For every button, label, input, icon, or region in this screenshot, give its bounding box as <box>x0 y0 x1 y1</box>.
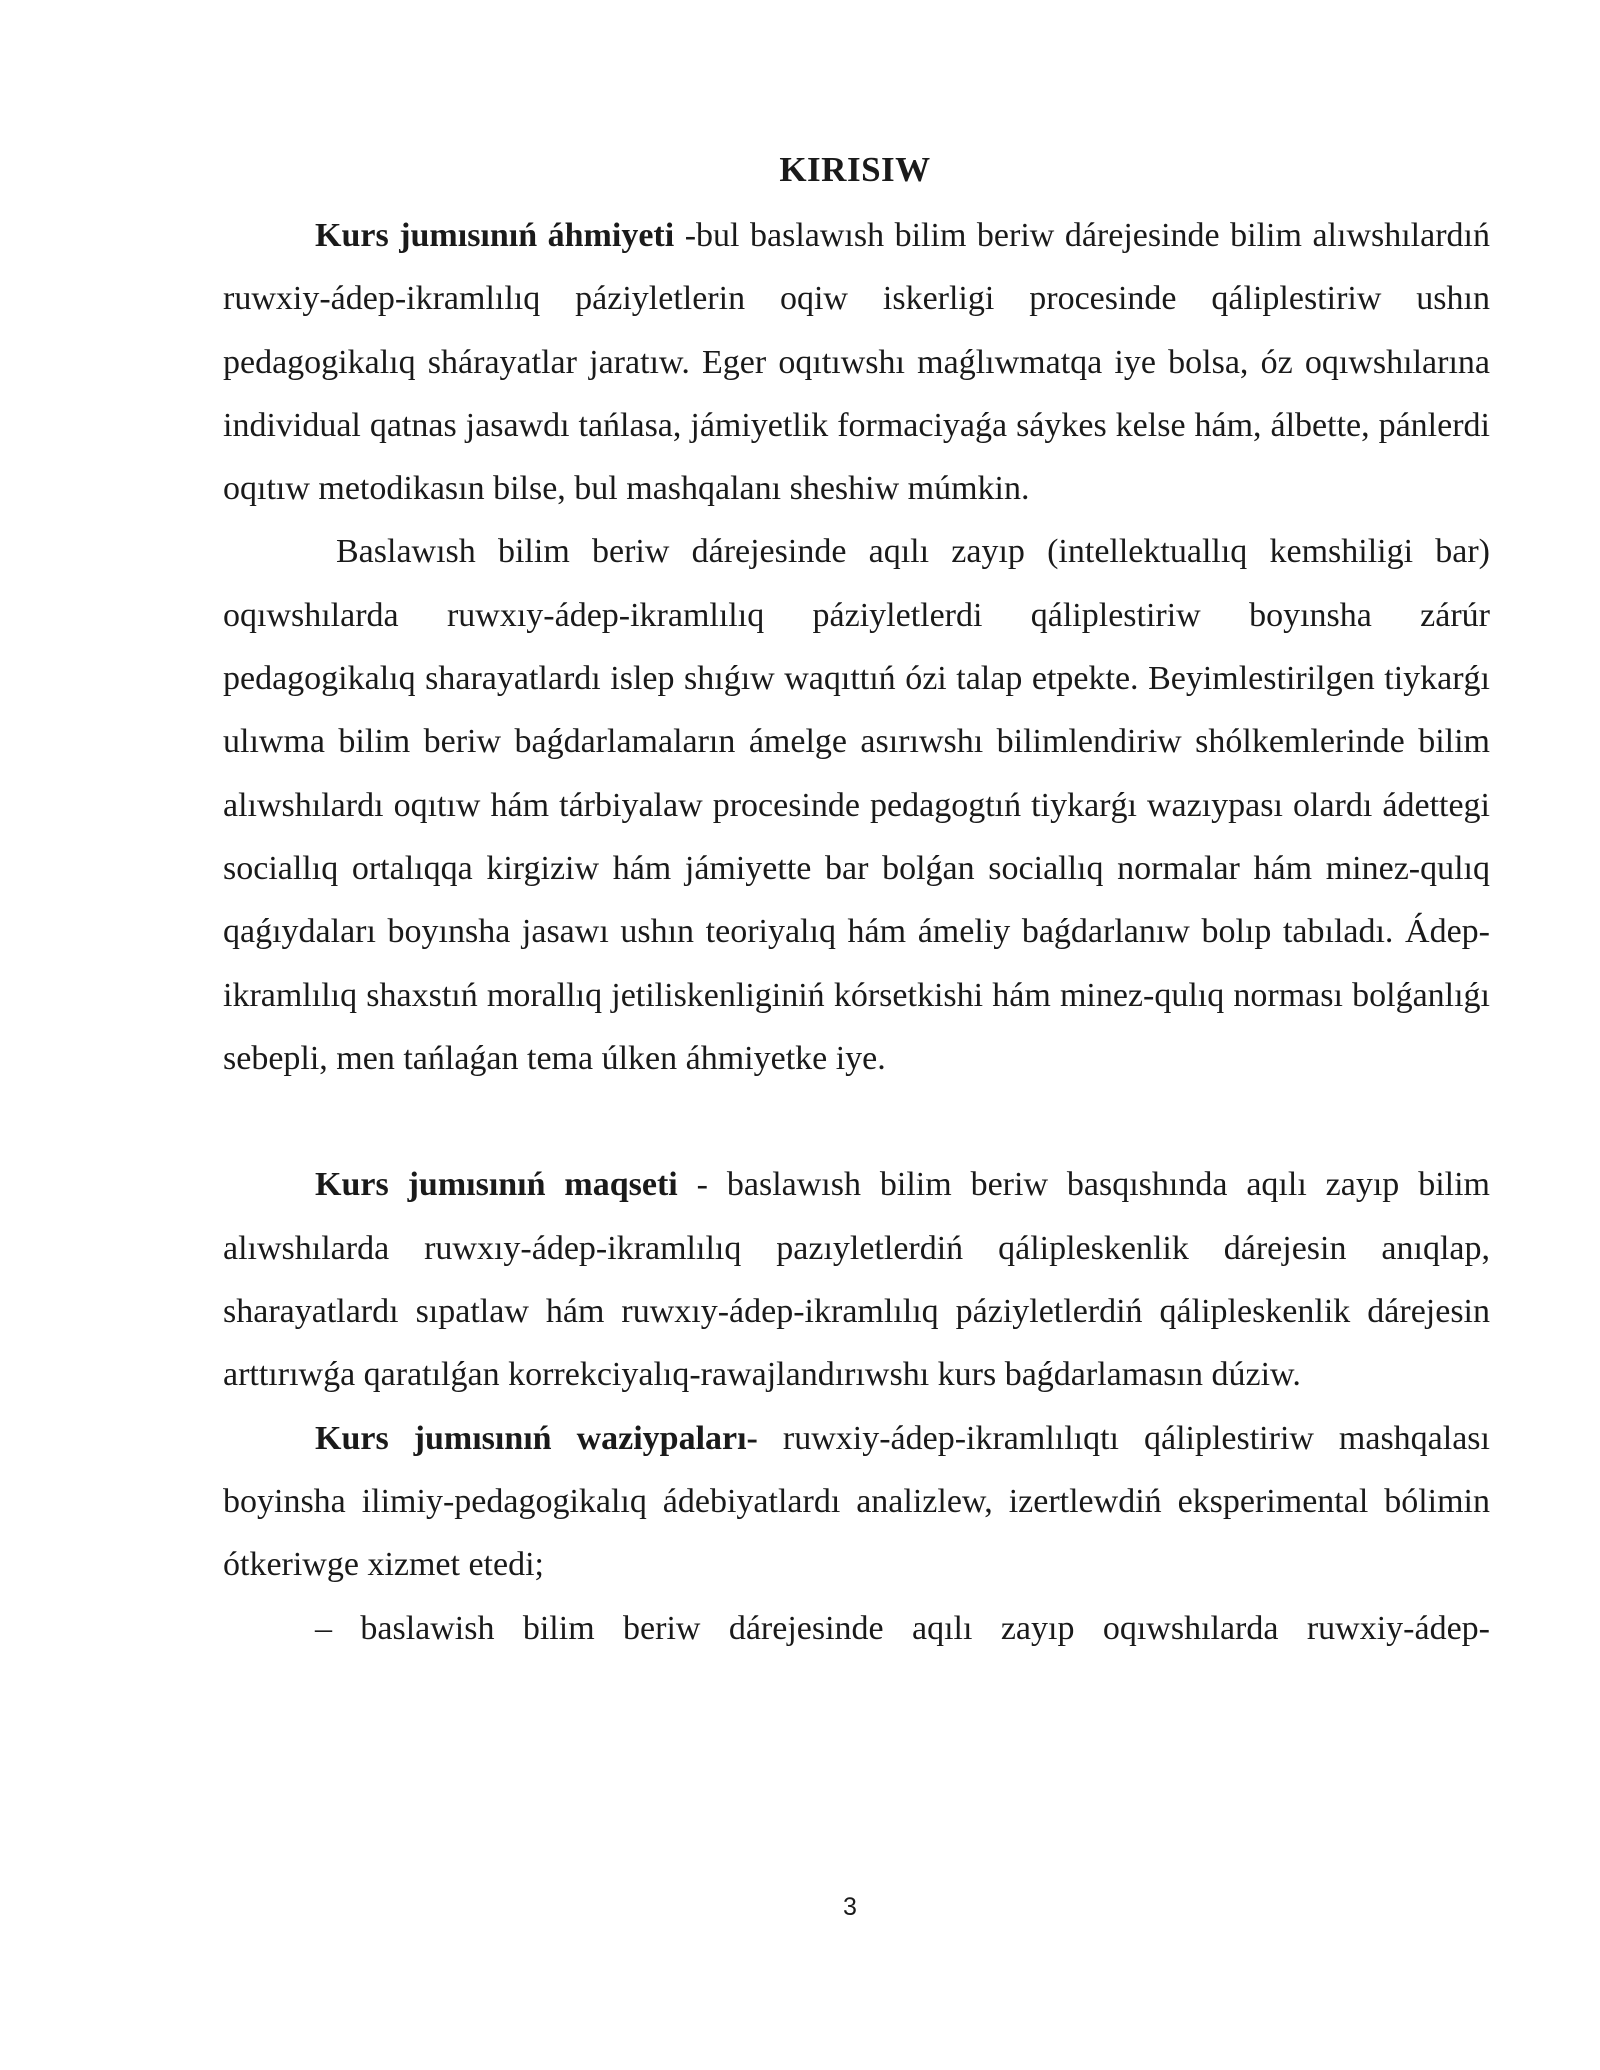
paragraph-relevance <box>223 520 1490 1090</box>
paragraph-lead: Kurs jumısınıń maqseti <box>315 1166 678 1204</box>
paragraph-lead: Kurs jumısınıń áhmiyeti <box>315 217 675 254</box>
paragraph-task-item <box>223 1597 1490 1660</box>
paragraph-text: -bul baslawısh bilim beriw dárejesinde bilim alıwshılardıń ruwxiy-ádep-ikramlılıq páziyletlerin oqiw iskerligi procesinde qáliplestiriw ushın pedagogikalıq shárayatlar jaratıw. Eger oqıtıwshı maǵlıwmatqa iye bolsa, óz oqıwshılarına individual qatnas jasawdı tańlasa, jámiyetlik formaciyaǵa sáykes kelse hám, álbette, pánlerdi oqıtıw metodikasın bilse, bul mashqalanı sheshiw múmkin. <box>223 217 1490 508</box>
document-body <box>223 204 1490 1660</box>
document-title: KIRISIW <box>779 150 931 189</box>
page-number: 3 <box>843 1893 857 1921</box>
paragraph-lead: Kurs jumısınıń waziypaları- <box>315 1419 758 1457</box>
paragraph-text: ruwxiy-ádep-ikramlılıqtı qáliplestiriw mashqalası boyinsha ilimiy-pedagogikalıq ádebiyatlardı analizlew, izertlewdiń eksperimental bólimin ótkeriwge xizmet etedi; <box>223 1419 1490 1584</box>
paragraph-text: Baslawısh bilim beriw dárejesinde aqılı zayıp (intellektuallıq kemshiligi bar) oqıwshılarda ruwxıy-ádep-ikramlılıq páziyletlerdi qáliplestiriw boyınsha zárúr pedagogikalıq sharayatlardı islep shıǵıw waqıttıń ózi talap etpekte. Beyimlestirilgen tiykarǵı ulıwma bilim beriw baǵdarlamaların ámelge asırıwshı bilimlendiriw shólkemlerinde bilim alıwshılardı oqıtıw hám tárbiyalaw procesinde pedagogtıń tiykarǵı wazıypası olardı ádettegi sociallıq ortalıqqa kirgiziw hám jámiyette bar bolǵan sociallıq normalar hám minez-qulıq qaǵıydaları boyınsha jasawı ushın teoriyalıq hám ámeliy baǵdarlanıw bolıp tabıladı. Ádep-ikramlılıq shaxstıń morallıq jetiliskenliginiń kórsetkishi hám minez-qulıq norması bolǵanlıǵı sebepli, men tańlaǵan tema úlken áhmiyetke iye. <box>223 533 1490 1077</box>
paragraph-importance <box>223 204 1490 520</box>
paragraph-text: – baslawish bilim beriw dárejesinde aqılı zayıp oqıwshılarda ruwxiy-ádep- <box>315 1609 1490 1647</box>
paragraph-text: - baslawısh bilim beriw basqıshında aqılı zayıp bilim alıwshılarda ruwxıy-ádep-ikramlılıq pazıyletlerdiń qálipleskenlik dárejesin anıqlap, sharayatlardı sıpatlaw hám ruwxıy-ádep-ikramlılıq páziyletlerdiń qálipleskenlik dárejesin arttırıwǵa qaratılǵan korrekciyalıq-rawajlandırıwshı kurs baǵdarlamasın dúziw. <box>223 1166 1490 1394</box>
paragraph-tasks <box>223 1407 1490 1597</box>
paragraph-spacer <box>223 1090 1490 1153</box>
paragraph-goal <box>223 1153 1490 1406</box>
